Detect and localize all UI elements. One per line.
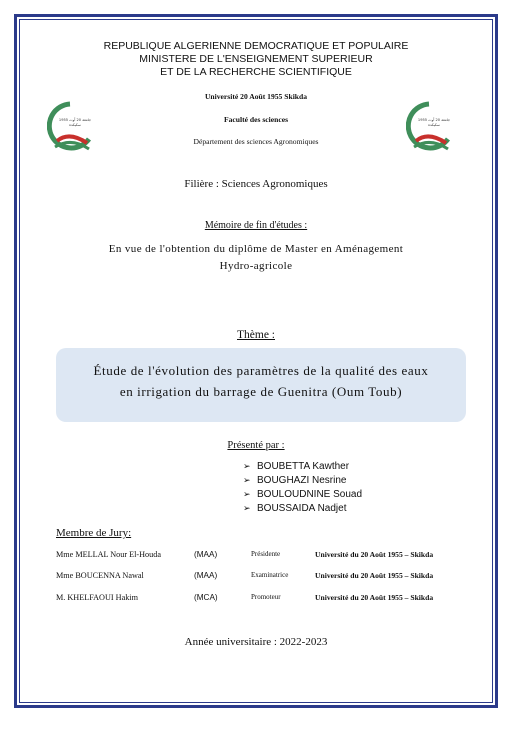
- theme-title: [56, 360, 466, 402]
- jury-grade: (MAA): [194, 550, 218, 559]
- purpose-line-2: Hydro-agricole: [219, 260, 293, 272]
- department-name: Département des sciences Agronomiques: [193, 137, 319, 146]
- student-item: ➢ BOUGHAZI Nesrine: [243, 475, 347, 486]
- faculty-name: Faculté des sciences: [223, 115, 289, 124]
- theme-line-2: en irrigation du barrage de Guenitra (Oum Toub): [119, 384, 403, 399]
- arrow-icon: ➢: [243, 475, 251, 485]
- university-name: Université 20 Août 1955 Skikda: [204, 92, 308, 101]
- header-block: [0, 40, 512, 79]
- jury-name: M. KHELFAOUI Hakim: [56, 593, 138, 602]
- svg-text:جامعة 20 أوت 1955: جامعة 20 أوت 1955: [58, 118, 92, 122]
- svg-text:سكيكدة: سكيكدة: [428, 123, 440, 127]
- arrow-icon: ➢: [243, 489, 251, 499]
- purpose-line-1: En vue de l'obtention du diplôme de Master en Aménagement: [108, 243, 404, 255]
- academic-year: Année universitaire : 2022-2023: [184, 636, 328, 648]
- memoire-label: Mémoire de fin d'études :: [204, 220, 308, 231]
- arrow-icon: ➢: [243, 503, 251, 513]
- jury-name: Mme BOUCENNA Nawal: [56, 571, 144, 580]
- jury-university: Université du 20 Août 1955 – Skikda: [315, 571, 434, 580]
- student-item: ➢ BOUBETTA Kawther: [243, 461, 350, 472]
- jury-grade: (MCA): [194, 593, 218, 602]
- svg-text:سكيكدة: سكيكدة: [69, 123, 81, 127]
- header-line-1: REPUBLIQUE ALGERIENNE DEMOCRATIQUE ET POPULAIRE: [103, 40, 409, 52]
- presented-label: Présenté par :: [227, 440, 285, 451]
- theme-line-1: Étude de l'évolution des paramètres de la qualité des eaux: [93, 363, 429, 378]
- arrow-icon: ➢: [243, 461, 251, 471]
- university-logo-left: [47, 101, 93, 155]
- jury-university: Université du 20 Août 1955 – Skikda: [315, 550, 434, 559]
- jury-row: [56, 550, 476, 562]
- header-line-3: ET DE LA RECHERCHE SCIENTIFIQUE: [160, 66, 352, 78]
- header-line-2: MINISTERE DE L'ENSEIGNEMENT SUPERIEUR: [139, 53, 373, 65]
- jury-role: Promoteur: [251, 593, 281, 601]
- jury-role: Examinatrice: [251, 571, 289, 579]
- jury-row: [56, 593, 476, 605]
- student-item: ➢ BOULOUDNINE Souad: [243, 489, 363, 500]
- theme-label: Thème :: [237, 329, 275, 341]
- jury-grade: (MAA): [194, 571, 218, 580]
- jury-role: Présidente: [251, 550, 281, 558]
- jury-university: Université du 20 Août 1955 – Skikda: [315, 593, 434, 602]
- svg-text:جامعة 20 أوت 1955: جامعة 20 أوت 1955: [417, 118, 451, 122]
- university-logo-right: [406, 101, 452, 155]
- jury-row: [56, 571, 476, 583]
- jury-name: Mme MELLAL Nour El-Houda: [56, 550, 161, 559]
- jury-label: Membre de Jury:: [56, 527, 132, 539]
- student-item: ➢ BOUSSAIDA Nadjet: [243, 503, 347, 514]
- filiere: Filière : Sciences Agronomiques: [184, 178, 328, 190]
